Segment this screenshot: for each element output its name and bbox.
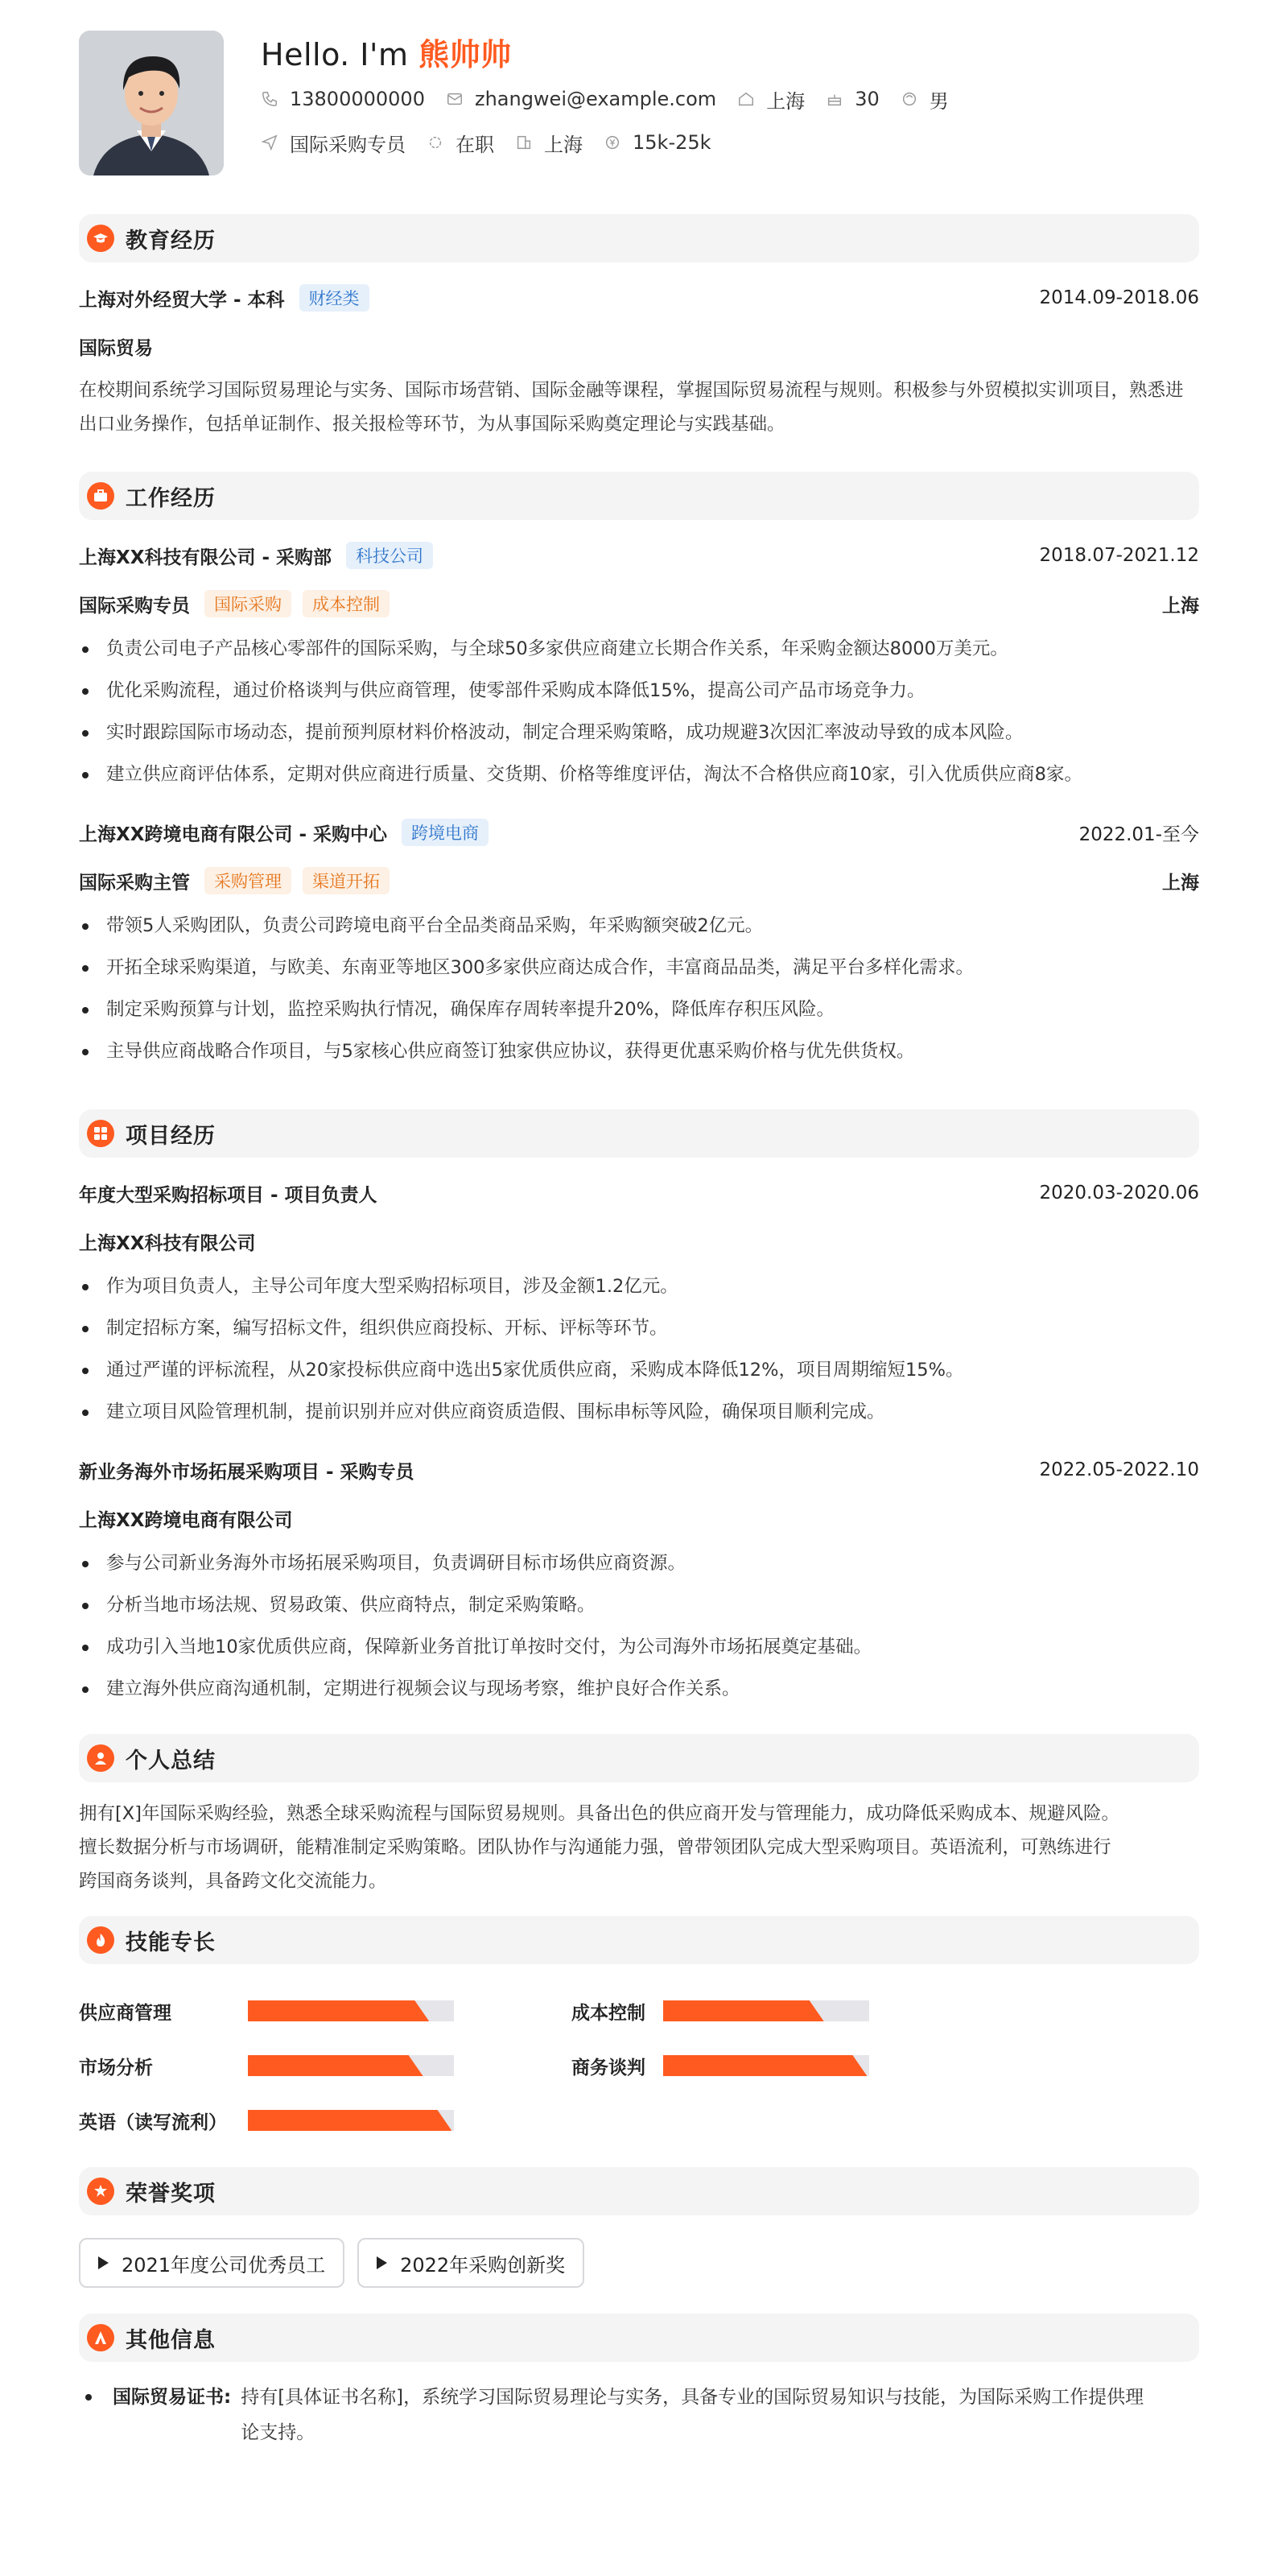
gender-icon: [901, 90, 918, 108]
skill-bar: [663, 2055, 869, 2076]
skill-item: [571, 1984, 974, 2038]
project-title: 新业务海外市场拓展采购项目 - 采购专员: [79, 1461, 414, 1483]
skills-grid: [79, 1984, 1199, 2148]
list-item: 通过严谨的评标流程，从20家投标供应商中选出5家优质供应商，采购成本降低12%，项目周期缩短15%。: [79, 1349, 1199, 1391]
candidate-name: 熊帅帅: [418, 37, 512, 72]
certificate-text-cont: 论支持。: [241, 2422, 315, 2443]
skill-bar-fill: [248, 2055, 423, 2076]
gender-text: 男: [929, 89, 949, 113]
project-date: 2022.05-2022.10: [1039, 1459, 1199, 1480]
list-item: 负责公司电子产品核心零部件的国际采购，与全球50多家供应商建立长期合作关系，年采购金额达8000万美元。: [79, 628, 1199, 670]
list-item: 建立项目风险管理机制，提前识别并应对供应商资质造假、围标串标等风险，确保项目顺利完成。: [79, 1391, 1199, 1433]
education-header: [79, 214, 1199, 262]
resume-header: [79, 31, 1199, 192]
send-icon: [261, 134, 278, 151]
list-item: 实时跟踪国际市场动态，提前预判原材料价格波动，制定合理采购策略，成功规避3次因汇率波动导致的成本风险。: [79, 712, 1199, 753]
email-text: zhangwei@example.com: [474, 88, 717, 110]
summary-header: [79, 1734, 1199, 1782]
skills-header: [79, 1916, 1199, 1964]
greeting-line: [261, 32, 970, 77]
list-item: 作为项目负责人，主导公司年度大型采购招标项目，涉及金额1.2亿元。: [79, 1265, 1199, 1307]
work-bullets: [79, 628, 1199, 795]
cake-icon: [826, 90, 843, 108]
graduation-cap-icon: [87, 225, 114, 252]
list-item: 成功引入当地10家优质供应商，保障新业务首批订单按时交付，为公司海外市场拓展奠定基础。: [79, 1626, 1199, 1668]
awards-header: [79, 2167, 1199, 2215]
skill-bar: [248, 2110, 454, 2131]
flame-icon: [87, 1926, 114, 1954]
salary-item: [604, 131, 711, 154]
list-item: 分析当地市场法规、贸易政策、供应商特点，制定采购策略。: [79, 1584, 1199, 1626]
award-icon: [87, 2178, 114, 2205]
age-text: 30: [855, 88, 880, 110]
section-title: 教育经历: [126, 228, 216, 254]
city-text: 上海: [544, 133, 583, 156]
skill-bar: [248, 2000, 454, 2021]
role-name: 国际采购专员: [79, 595, 190, 617]
section-title: 工作经历: [126, 485, 216, 511]
position-text: 国际采购专员: [290, 133, 406, 156]
project-title: 年度大型采购招标项目 - 项目负责人: [79, 1184, 377, 1206]
project-date: 2020.03-2020.06: [1039, 1183, 1199, 1203]
skill-name: 市场分析: [79, 2057, 153, 2079]
skill-name: 供应商管理: [79, 2002, 171, 2024]
skill-name: 商务谈判: [571, 2057, 645, 2079]
work-entry: [79, 531, 1199, 795]
bullet-dot: [85, 2394, 92, 2401]
work-bullets: [79, 905, 1199, 1072]
other-header: [79, 2314, 1199, 2362]
skill-bar: [248, 2055, 454, 2076]
award-item: [357, 2238, 584, 2288]
work-entry: [79, 808, 1199, 1072]
info-icon: [87, 2324, 114, 2351]
list-item: 制定采购预算与计划，监控采购执行情况，确保库存周转率提升20%，降低库存积压风险。: [79, 989, 1199, 1030]
skill-bar-fill: [248, 2000, 429, 2021]
email-item: [446, 88, 716, 110]
skill-name: 成本控制: [571, 2002, 645, 2024]
summary-line: 跨国商务谈判，具备跨文化交流能力。: [79, 1871, 387, 1892]
work-location: 上海: [1162, 595, 1199, 617]
skill-bar-fill: [248, 2110, 451, 2131]
building-icon: [515, 134, 533, 151]
award-text: 2022年采购创新奖: [400, 2253, 566, 2277]
summary-line: 擅长数据分析与市场调研，能精准制定采购策略。团队协作与沟通能力强，曾带领团队完成大型采购项目。英语流利，可熟练进行: [79, 1837, 1111, 1858]
section-title: 荣誉奖项: [126, 2181, 216, 2207]
major-name: 国际贸易: [79, 337, 153, 359]
section-title: 其他信息: [126, 2327, 216, 2353]
skill-item: [79, 2093, 571, 2148]
work-header: [79, 472, 1199, 520]
list-item: 建立供应商评估体系，定期对供应商进行质量、交货期、价格等维度评估，淘汰不合格供应商10家，引入优质供应商8家。: [79, 753, 1199, 795]
list-item: 开拓全球采购渠道，与欧美、东南亚等地区300多家供应商达成合作，丰富商品品类，满足平台多样化需求。: [79, 947, 1199, 989]
status-icon: [427, 134, 444, 151]
role-name: 国际采购主管: [79, 872, 190, 894]
list-item: 主导供应商战略合作项目，与5家核心供应商签订独家供应协议，获得更优惠采购价格与优先供货权。: [79, 1030, 1199, 1072]
phone-text: 13800000000: [290, 88, 425, 110]
section-title: 技能专长: [126, 1930, 216, 1955]
project-company: 上海XX科技有限公司: [79, 1232, 256, 1254]
education-desc: 在校期间系统学习国际贸易理论与实务、国际市场营销、国际金融等课程，掌握国际贸易流程与规则。积极参与外贸模拟实训项目，熟悉进出口业务操作，包括单证制作、报关报检等环节，为从事国际采购奠定理论与实践基础。: [79, 380, 1184, 435]
status-text: 在职: [456, 133, 494, 156]
company-tag: 跨境电商: [402, 819, 489, 846]
education-date: 2014.09-2018.06: [1039, 287, 1199, 308]
hometown-item: [737, 85, 805, 114]
project-entry: [79, 1169, 1199, 1433]
skill-name: 英语（读写流利）: [79, 2112, 227, 2133]
other-item: [79, 2380, 1199, 2450]
skill-bar-fill: [663, 2000, 824, 2021]
grid-icon: [87, 1120, 114, 1147]
role-tag: 成本控制: [303, 590, 390, 617]
education-entry: [79, 274, 1199, 441]
phone-item: [261, 88, 425, 110]
skill-item: [571, 2038, 974, 2093]
section-title: 项目经历: [126, 1123, 216, 1149]
list-item: 参与公司新业务海外市场拓展采购项目，负责调研目标市场供应商资源。: [79, 1542, 1199, 1584]
person-icon: [87, 1744, 114, 1772]
work-date: 2022.01-至今: [1078, 824, 1199, 845]
project-company: 上海XX跨境电商有限公司: [79, 1509, 293, 1531]
list-item: 制定招标方案，编写招标文件，组织供应商投标、开标、评标等环节。: [79, 1307, 1199, 1349]
list-item: 建立海外供应商沟通机制，定期进行视频会议与现场考察，维护良好合作关系。: [79, 1668, 1199, 1710]
certificate-text: 持有[具体证书名称]，系统学习国际贸易理论与实务，具备专业的国际贸易知识与技能，为国际采购工作提供理: [241, 2387, 1144, 2408]
mail-icon: [446, 90, 464, 108]
skill-item: [79, 1984, 571, 2038]
briefcase-icon: [87, 482, 114, 510]
phone-icon: [261, 90, 278, 108]
projects-header: [79, 1109, 1199, 1158]
project-bullets: [79, 1542, 1199, 1710]
position-item: [261, 129, 406, 157]
status-item: [427, 129, 494, 157]
role-tag: 采购管理: [204, 867, 291, 894]
coin-icon: [604, 134, 621, 151]
summary-text: [79, 1797, 1199, 1898]
city-item: [515, 129, 583, 157]
job-row: [261, 121, 970, 164]
age-item: [826, 88, 880, 110]
triangle-icon: [377, 2256, 387, 2269]
work-date: 2018.07-2021.12: [1039, 545, 1199, 566]
avatar: [79, 31, 224, 175]
school-tag: 财经类: [299, 284, 369, 312]
award-item: [79, 2238, 344, 2288]
role-tag: 渠道开拓: [303, 867, 390, 894]
work-location: 上海: [1162, 872, 1199, 894]
salary-text: 15k-25k: [633, 131, 711, 154]
company-tag: 科技公司: [346, 542, 433, 569]
list-item: 带领5人采购团队，负责公司跨境电商平台全品类商品采购，年采购额突破2亿元。: [79, 905, 1199, 947]
project-bullets: [79, 1265, 1199, 1433]
summary-line: 拥有[X]年国际采购经验，熟悉全球采购流程与国际贸易规则。具备出色的供应商开发与管理能力，成功降低采购成本、规避风险。: [79, 1803, 1119, 1824]
skill-bar: [663, 2000, 869, 2021]
awards-list: [79, 2238, 1199, 2288]
gender-item: [901, 85, 949, 114]
certificate-label: 国际贸易证书:: [113, 2387, 232, 2408]
contact-row: [261, 77, 970, 121]
section-title: 个人总结: [126, 1748, 216, 1773]
skill-item: [79, 2038, 571, 2093]
role-tag: 国际采购: [204, 590, 291, 617]
hometown-text: 上海: [766, 89, 806, 113]
list-item: 优化采购流程，通过价格谈判与供应商管理，使零部件采购成本降低15%，提高公司产品市场竞争力。: [79, 670, 1199, 712]
school-name: 上海对外经贸大学 - 本科: [79, 289, 285, 311]
company-name: 上海XX跨境电商有限公司 - 采购中心: [79, 824, 388, 845]
home-icon: [737, 90, 755, 108]
triangle-icon: [98, 2256, 109, 2269]
project-entry: [79, 1446, 1199, 1710]
award-text: 2021年度公司优秀员工: [122, 2253, 326, 2277]
company-name: 上海XX科技有限公司 - 采购部: [79, 547, 332, 568]
skill-bar-fill: [663, 2055, 867, 2076]
greeting-text: Hello. I'm: [261, 37, 419, 72]
